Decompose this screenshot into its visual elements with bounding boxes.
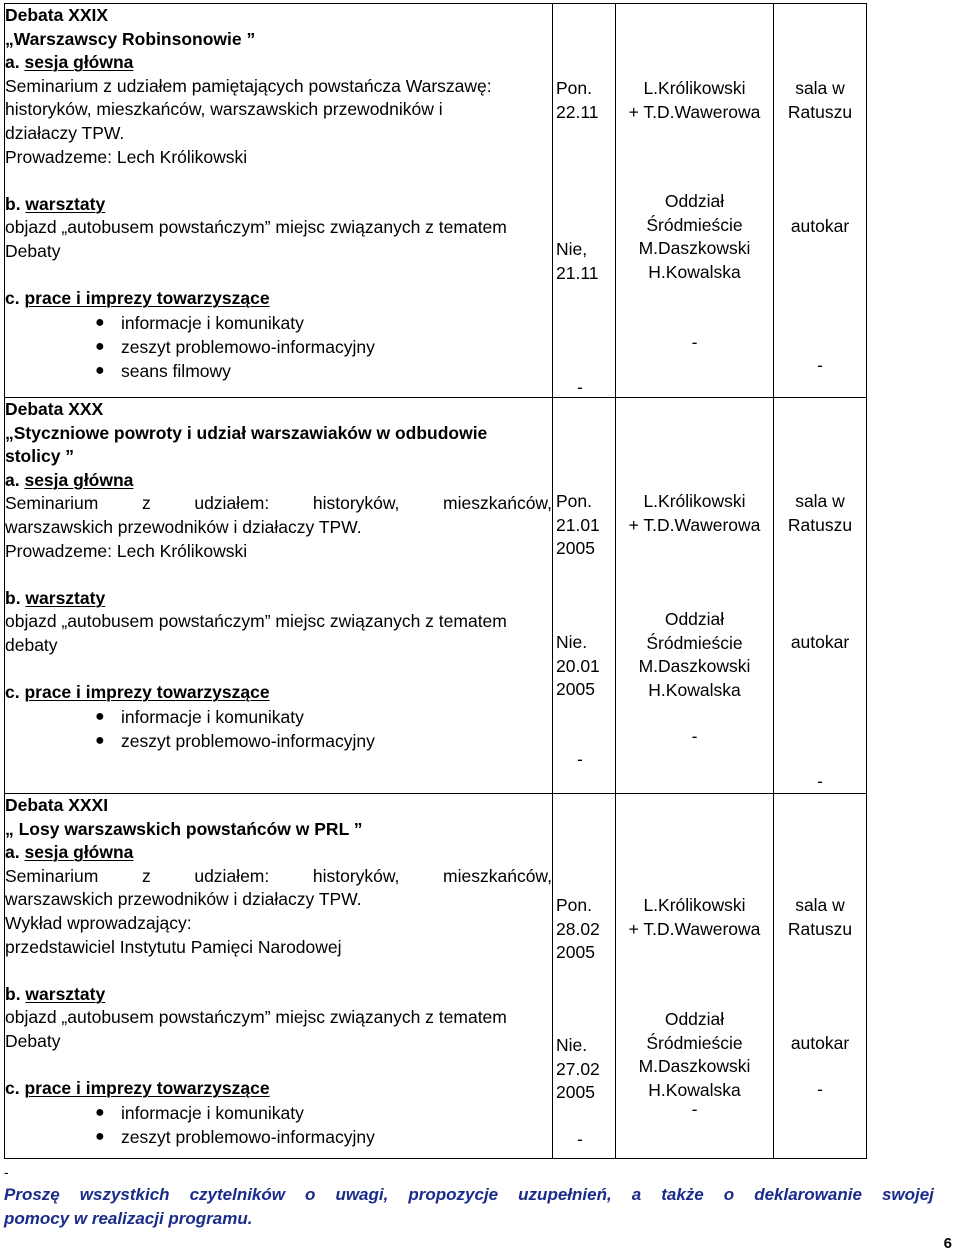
events-list-item: ● informacje i komunikaty — [95, 706, 304, 727]
word: udziałem: — [194, 865, 270, 886]
workshops-hosts: Oddział Śródmieście M.Daszkowski H.Kowalska — [638, 1009, 751, 1100]
word: wszystkich — [79, 1185, 170, 1204]
workshops-date: Nie, 21.11 — [556, 239, 599, 283]
events-place: - — [817, 355, 823, 375]
workshops-line: objazd „autobusem powstańczym” miejsc związanych z tematem — [5, 1007, 507, 1028]
word: także — [661, 1185, 704, 1204]
events-list-item: ● informacje i komunikaty — [95, 1102, 304, 1123]
events-list-item: ● zeszyt problemowo-informacyjny — [95, 1126, 375, 1147]
session-heading: a. sesja główna — [5, 52, 134, 73]
word: czytelników — [189, 1185, 285, 1204]
debate-31-block — [5, 794, 867, 1159]
session-line: historyków, mieszkańców, warszawskich przewodników i — [5, 99, 443, 120]
word: uwagi, — [335, 1185, 389, 1204]
events-date: - — [577, 1129, 583, 1149]
session-line: Prowadzeme: Lech Królikowski — [5, 540, 248, 561]
word: o — [305, 1185, 316, 1204]
word: Seminarium — [5, 865, 99, 886]
debate-31-hosts — [616, 794, 774, 1159]
word: mieszkańców, — [443, 493, 552, 514]
events-list-item: ● zeszyt problemowo-informacyjny — [95, 336, 375, 357]
workshops-line: debaty — [5, 634, 58, 655]
page-number: 6 — [943, 1235, 952, 1252]
events-heading: c. prace i imprezy towarzyszące — [5, 288, 270, 309]
session-line: warszawskich przewodników i działaczy TPW. — [5, 889, 362, 910]
workshops-line: Debaty — [5, 1030, 61, 1051]
session-heading: a. sesja główna — [5, 842, 134, 863]
events-list-item: ● seans filmowy — [95, 360, 231, 381]
events-heading: c. prace i imprezy towarzyszące — [5, 682, 270, 703]
session-date: Pon. 28.02 2005 — [556, 895, 600, 963]
workshops-line: objazd „autobusem powstańczym” miejsc związanych z tematem — [5, 611, 507, 632]
bullet-icon: ● — [95, 731, 105, 749]
events-hosts: - — [691, 332, 698, 352]
session-line — [5, 865, 552, 889]
debate-29-dates — [553, 4, 616, 398]
debate-29-block — [5, 4, 867, 398]
session-hosts: L.Królikowski + T.D.Wawerowa — [628, 895, 761, 939]
debate-30-dates — [553, 398, 616, 794]
word: deklarowanie — [754, 1185, 862, 1204]
events-hosts: - — [691, 726, 698, 746]
workshops-heading: b. warsztaty — [5, 587, 106, 608]
workshops-heading: b. warsztaty — [5, 193, 106, 214]
bullet-icon: ● — [95, 1103, 105, 1121]
workshops-line: Debaty — [5, 240, 61, 261]
word: uzupełnień, — [518, 1185, 612, 1204]
workshops-date: Nie. 27.02 2005 — [556, 1035, 600, 1103]
workshops-heading: b. warsztaty — [5, 983, 106, 1004]
word: swojej — [881, 1185, 934, 1204]
debate-30-hosts — [616, 398, 774, 794]
session-place: sala w Ratuszu — [787, 491, 853, 535]
bullet-icon: ● — [95, 361, 105, 379]
debate-29-hosts — [616, 4, 774, 398]
session-line: przedstawiciel Instytutu Pamięci Narodowej — [5, 936, 342, 957]
debate-title: „Styczniowe powroty i udział warszawiaków w odbudowie — [5, 422, 488, 443]
debate-29-place — [774, 4, 867, 398]
bullet-icon: ● — [95, 1127, 105, 1145]
word: historyków, — [312, 493, 400, 514]
bullet-icon: ● — [95, 707, 105, 725]
word: Proszę — [4, 1185, 60, 1204]
session-line: działaczy TPW. — [5, 122, 125, 143]
word: o — [723, 1185, 735, 1204]
workshops-place: autokar — [790, 632, 850, 652]
footer-note — [4, 1183, 934, 1230]
word: z — [141, 865, 151, 886]
session-date: Pon. 21.01 2005 — [556, 491, 600, 559]
session-place: sala w Ratuszu — [787, 895, 853, 939]
session-line — [5, 492, 552, 516]
program-table — [4, 3, 867, 1159]
debate-title: „Warszawscy Robinsonowie ” — [5, 28, 256, 49]
debate-number: Debata XXIX — [5, 5, 109, 25]
events-list-item: ● informacje i komunikaty — [95, 312, 304, 333]
debate-30-place — [774, 398, 867, 794]
debate-30-block — [5, 398, 867, 794]
word: udziałem: — [194, 493, 270, 514]
word: z — [141, 493, 151, 514]
session-place: sala w Ratuszu — [787, 78, 853, 122]
debate-number: Debata XXX — [5, 399, 104, 419]
session-line: Wykład wprowadzający: — [5, 912, 192, 933]
session-hosts: L.Królikowski + T.D.Wawerowa — [628, 78, 761, 122]
debate-title: stolicy ” — [5, 446, 75, 467]
bullet-icon: ● — [95, 337, 105, 355]
footer-dash: - — [4, 1164, 9, 1180]
debate-31-place — [774, 794, 867, 1159]
bullet-icon: ● — [95, 313, 105, 331]
word: Seminarium — [5, 493, 99, 514]
session-line: Seminarium z udziałem pamiętających powstańcza Warszawę: — [5, 75, 492, 96]
workshops-hosts: Oddział Śródmieście M.Daszkowski H.Kowalska — [638, 191, 751, 282]
events-place: - — [817, 1079, 823, 1099]
workshops-place: autokar — [790, 1033, 850, 1053]
word: propozycje — [408, 1185, 499, 1204]
events-date: - — [577, 749, 583, 769]
footer-line — [4, 1183, 934, 1207]
events-list-item: ● zeszyt problemowo-informacyjny — [95, 730, 375, 751]
debate-number: Debata XXXI — [5, 795, 109, 815]
workshops-place: autokar — [790, 216, 850, 236]
debate-29-description — [5, 4, 553, 398]
session-date: Pon. 22.11 — [556, 78, 599, 122]
session-line: warszawskich przewodników i działaczy TPW. — [5, 516, 362, 537]
workshops-date: Nie. 20.01 2005 — [556, 632, 600, 700]
debate-title: „ Losy warszawskich powstańców w PRL ” — [5, 818, 363, 839]
word: mieszkańców, — [443, 865, 552, 886]
footer-line: pomocy w realizacji programu. — [4, 1208, 253, 1228]
session-heading: a. sesja główna — [5, 469, 134, 490]
word: historyków, — [312, 865, 400, 886]
events-hosts: - — [691, 1099, 698, 1119]
word: a — [631, 1185, 642, 1204]
events-place: - — [817, 771, 823, 791]
debate-31-dates — [553, 794, 616, 1159]
workshops-line: objazd „autobusem powstańczym” miejsc związanych z tematem — [5, 217, 507, 238]
session-line: Prowadzeme: Lech Królikowski — [5, 146, 248, 167]
events-date: - — [577, 377, 583, 397]
workshops-hosts: Oddział Śródmieście M.Daszkowski H.Kowalska — [638, 609, 751, 700]
debate-30-description — [5, 398, 553, 794]
debate-31-description — [5, 794, 553, 1159]
session-hosts: L.Królikowski + T.D.Wawerowa — [628, 491, 761, 535]
events-heading: c. prace i imprezy towarzyszące — [5, 1078, 270, 1099]
